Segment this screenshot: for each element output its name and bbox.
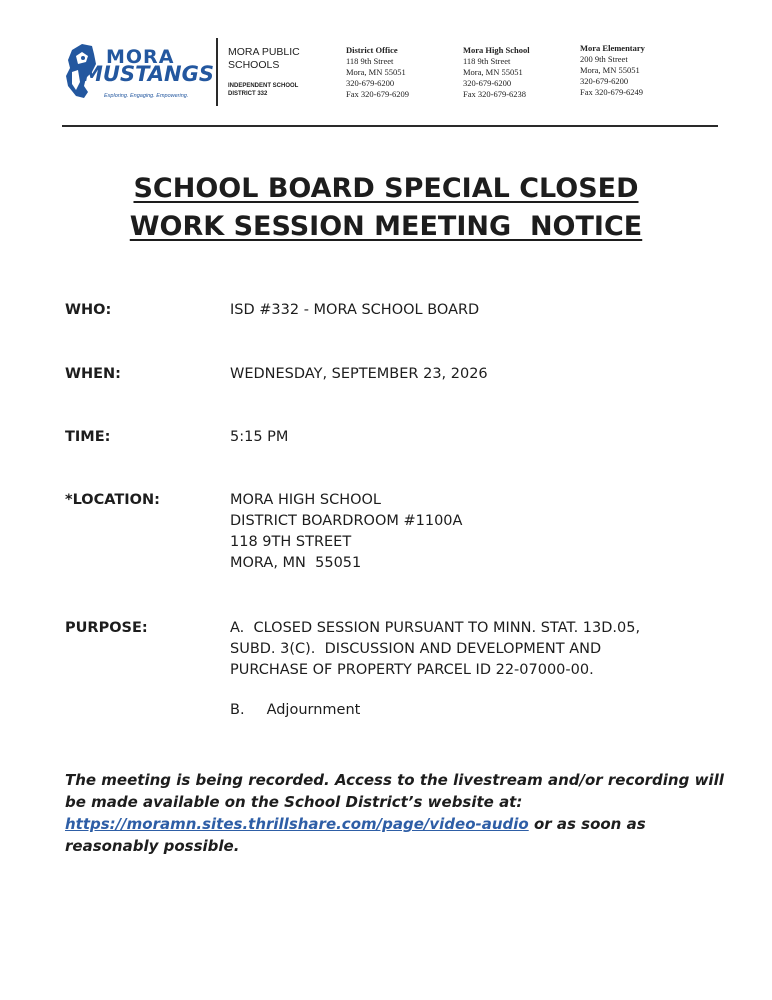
who-label: WHO: (65, 302, 112, 318)
purpose-line: A. CLOSED SESSION PURSUANT TO MINN. STAT. 13D.05, (230, 620, 641, 636)
notice-title (0, 170, 772, 246)
purpose-line: PURCHASE OF PROPERTY PARCEL ID 22-07000-00. (230, 662, 594, 678)
org-name-line: MORA PUBLIC (228, 46, 300, 58)
office-line: 320-679-6200 (580, 76, 629, 86)
video-audio-link[interactable]: https://moramn.sites.thrillshare.com/page/video-audio (65, 815, 529, 833)
purpose-line: SUBD. 3(C). DISCUSSION AND DEVELOPMENT AND (230, 641, 602, 657)
office-line: 320-679-6200 (463, 78, 512, 88)
location-value (230, 490, 462, 574)
office-line: 320-679-6200 (346, 78, 395, 88)
purpose-item-b (230, 702, 360, 718)
office-district (346, 45, 409, 100)
logo-text-mora: MORA (106, 46, 175, 68)
office-name: District Office (346, 45, 398, 55)
when-label: WHEN: (65, 366, 121, 382)
location-label: *LOCATION: (65, 492, 160, 508)
time-label: TIME: (65, 429, 111, 445)
logo-tagline: Exploring. Engaging. Empowering. (104, 93, 189, 99)
title-line: SCHOOL BOARD SPECIAL CLOSED (133, 173, 639, 204)
location-line: DISTRICT BOARDROOM #1100A (230, 513, 463, 529)
office-name: Mora High School (463, 45, 530, 55)
notice-text: The meeting is being recorded. Access to the livestream and/or recording will be made available on the School District’s website at: (65, 771, 724, 811)
office-high-school (463, 45, 530, 100)
office-line: Mora, MN 55051 (346, 67, 406, 77)
item-b-letter: B. (230, 702, 245, 718)
office-line: Mora, MN 55051 (580, 65, 640, 75)
office-line: Fax 320-679-6238 (463, 89, 527, 99)
time-value: 5:15 PM (230, 429, 289, 445)
location-line: MORA HIGH SCHOOL (230, 492, 382, 508)
location-line: MORA, MN 55051 (230, 555, 362, 571)
office-line: Fax 320-679-6249 (580, 87, 644, 97)
office-name: Mora Elementary (580, 43, 645, 53)
org-name-line: SCHOOLS (228, 59, 280, 71)
office-line: 118 9th Street (463, 56, 511, 66)
logo-text-mustangs: MUSTANGS (82, 62, 214, 86)
office-line: Fax 320-679-6209 (346, 89, 410, 99)
when-value: WEDNESDAY, SEPTEMBER 23, 2026 (230, 366, 488, 382)
org-subtitle (228, 82, 298, 98)
purpose-label: PURPOSE: (65, 620, 148, 636)
location-line: 118 9TH STREET (230, 534, 352, 550)
letterhead-divider (216, 38, 218, 106)
item-b-text: Adjournment (266, 702, 361, 718)
office-line: 118 9th Street (346, 56, 394, 66)
title-line: WORK SESSION MEETING NOTICE (129, 211, 643, 242)
letterhead-rule (62, 125, 718, 127)
who-value: ISD #332 - MORA SCHOOL BOARD (230, 302, 480, 318)
office-line: 200 9th Street (580, 54, 628, 64)
notice-text-end: or as soon as reasonably possible. (65, 815, 646, 855)
office-line: Mora, MN 55051 (463, 67, 523, 77)
org-subtitle-line: INDEPENDENT SCHOOL (228, 83, 299, 89)
office-elementary (580, 43, 645, 98)
recording-notice (65, 769, 725, 857)
org-subtitle-line: DISTRICT 332 (228, 91, 268, 97)
org-name (228, 46, 300, 72)
purpose-item-a (230, 618, 640, 681)
